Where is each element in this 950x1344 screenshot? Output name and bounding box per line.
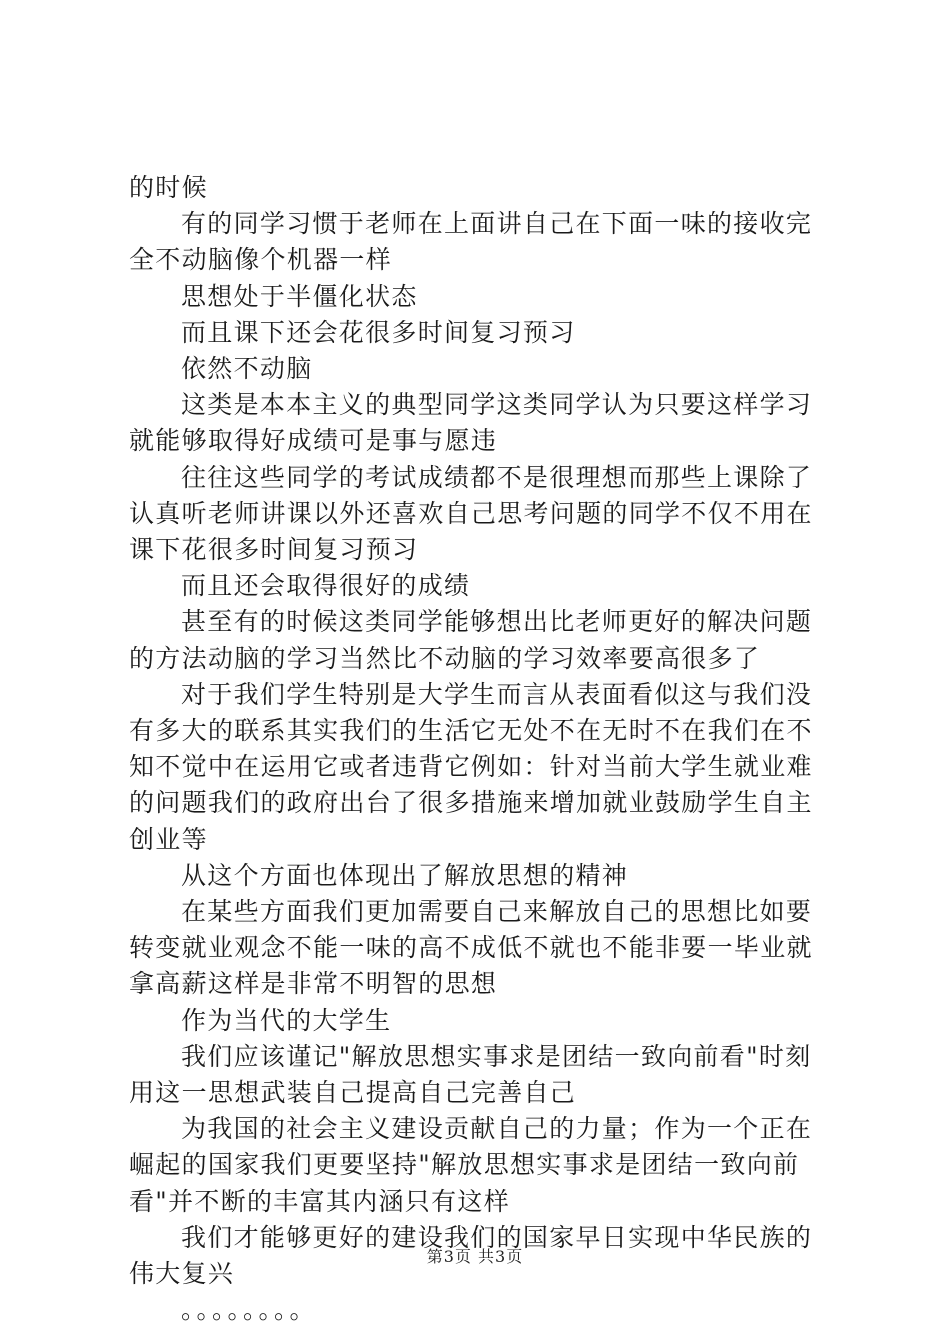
paragraph: 往往这些同学的考试成绩都不是很理想而那些上课除了认真听老师讲课以外还喜欢自己思考问题的同学不仅不用在课下花很多时间复习预习 bbox=[129, 462, 813, 565]
paragraph: 我们应该谨记"解放思想实事求是团结一致向前看"时刻用这一思想武装自己提高自己完善自己 bbox=[129, 1041, 812, 1108]
paragraph: 甚至有的时候这类同学能够想出比老师更好的解决问题的方法动脑的学习当然比不动脑的学习效率要高很多了 bbox=[129, 607, 813, 673]
paragraph: 思想处于半僵化状态 bbox=[181, 281, 418, 311]
paragraph: 在某些方面我们更加需要自己来解放自己的思想比如要转变就业观念不能一味的高不成低不就也不能非要一毕业就拿高薪这样是非常不明智的思想 bbox=[129, 897, 813, 999]
paragraph: 依然不动脑 bbox=[181, 354, 313, 384]
ellipsis-marks: 。。。。。。。。 bbox=[181, 1295, 318, 1325]
paragraph: 为我国的社会主义建设贡献自己的力量；作为一个正在崛起的国家我们更要坚持"解放思想实事求是团结一致向前看"并不断的丰富其内涵只有这样 bbox=[129, 1114, 813, 1216]
document-body bbox=[0, 170, 950, 1329]
page-number-footer: 第3页 共3页 bbox=[426, 1247, 524, 1266]
paragraph: 作为当代的大学生 bbox=[181, 1005, 392, 1035]
paragraph: 这类是本本主义的典型同学这类同学认为只要这样学习就能够取得好成绩可是事与愿违 bbox=[129, 390, 813, 456]
paragraph: 而且还会取得很好的成绩 bbox=[181, 571, 471, 601]
paragraph: 从这个方面也体现出了解放思想的精神 bbox=[181, 860, 629, 890]
paragraph: 有的同学习惯于老师在上面讲自己在下面一味的接收完全不动脑像个机器一样 bbox=[129, 209, 813, 275]
paragraph: 对于我们学生特别是大学生而言从表面看似这与我们没有多大的联系其实我们的生活它无处不在无时不在我们在不知不觉中在运用它或者违背它例如：针对当前大学生就业难的问题我们的政府出台了很多措施来增加就业鼓励学生自主创业等 bbox=[129, 679, 813, 854]
paragraph: 我们才能够更好的建设我们的国家早日实现中华民族的伟大复兴 bbox=[129, 1222, 813, 1289]
paragraph-continuation: 的时候 bbox=[129, 173, 208, 202]
paragraph: 而且课下还会花很多时间复习预习 bbox=[181, 317, 576, 347]
